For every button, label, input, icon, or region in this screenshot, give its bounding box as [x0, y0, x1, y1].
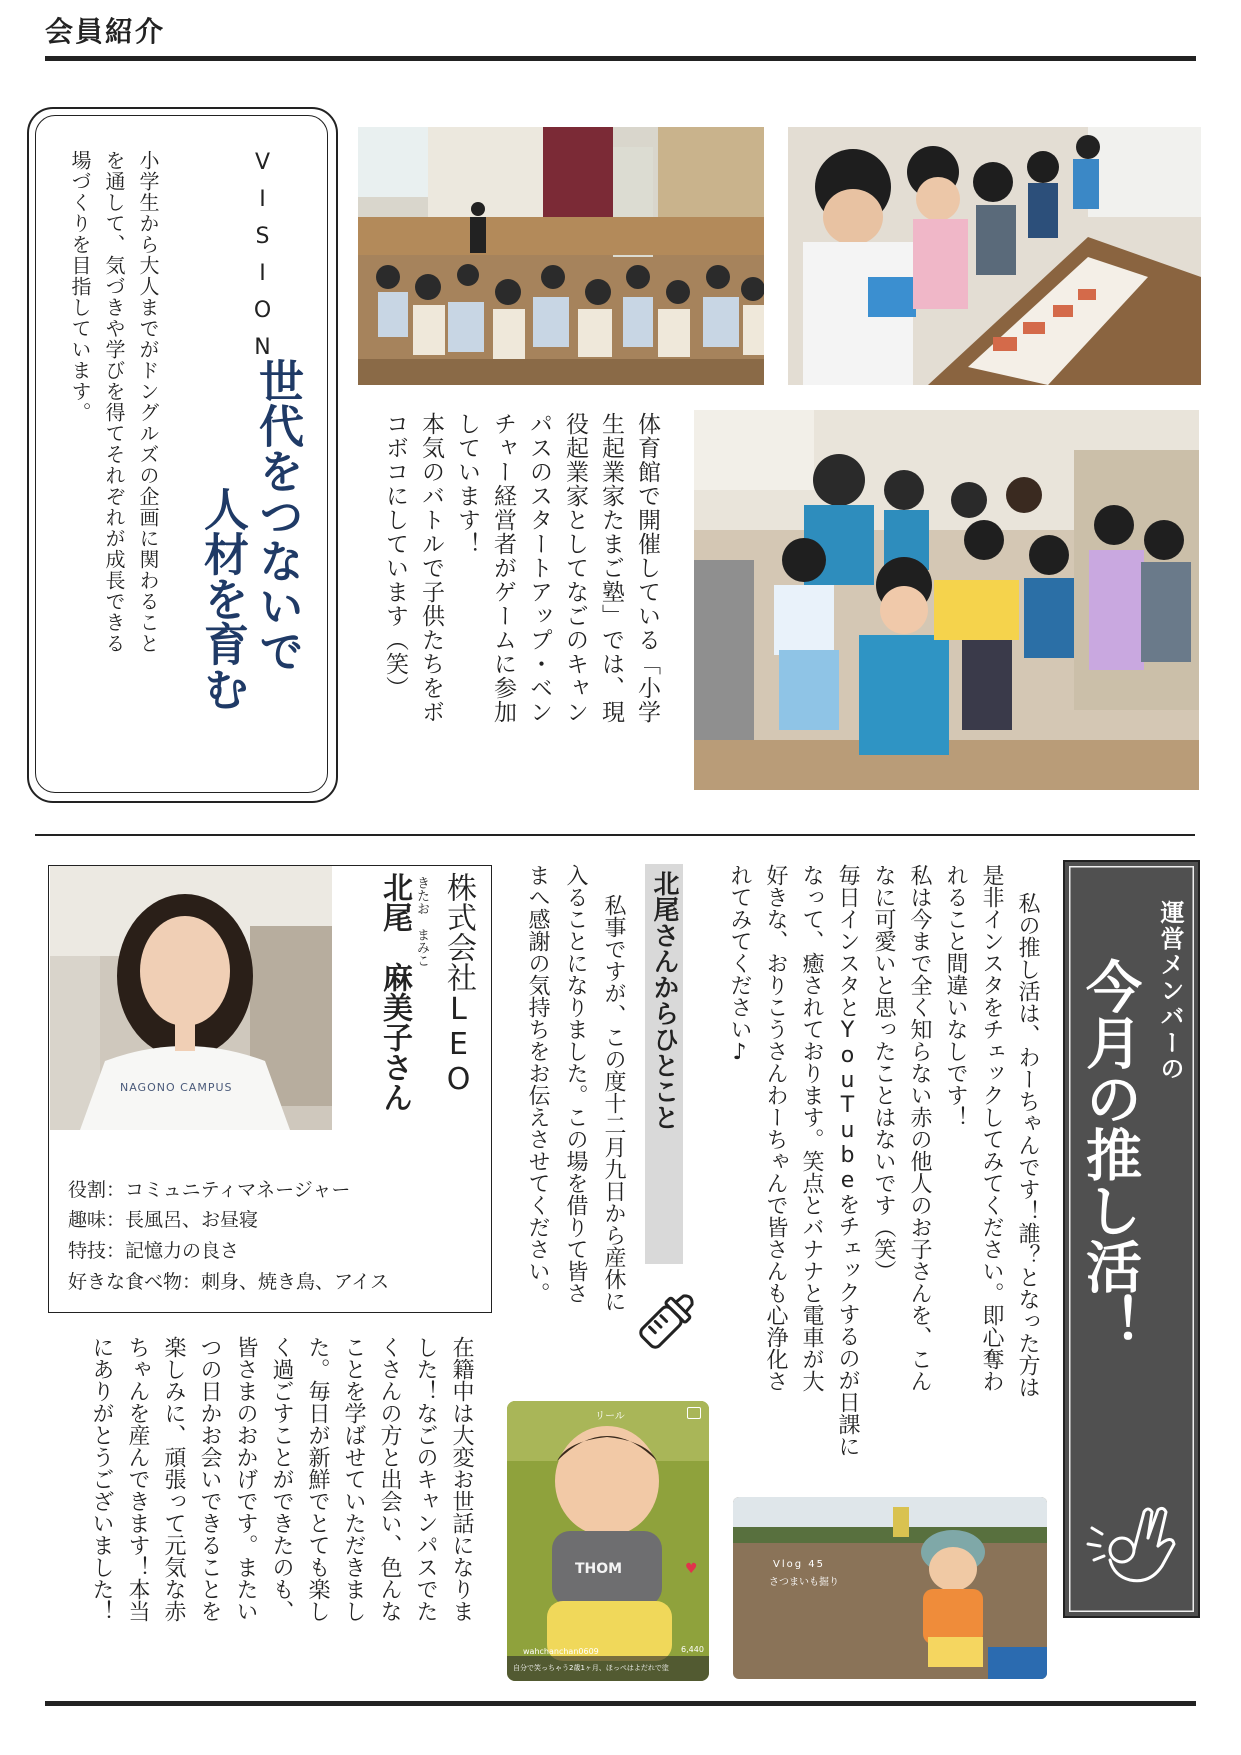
section-divider	[35, 834, 1195, 836]
event-text-2: 生起業家たまご塾」では、現	[598, 412, 624, 724]
profile-hobby: 趣味：長風呂、お昼寝	[68, 1209, 259, 1231]
profile-role: 役割：コミュニティマネージャー	[68, 1179, 351, 1201]
insta-username: wahchanchan0609	[523, 1647, 599, 1656]
footer-rule	[45, 1701, 1196, 1706]
card-game-photo	[788, 127, 1201, 385]
message-intro-3: まへ感謝の気持ちをお伝えさせてください。	[525, 864, 550, 1304]
message-body-9: 楽しみに、頑張って元気な赤	[161, 1336, 186, 1622]
vision-body-1: 小学生から大人までがドングルズの企画に関わること	[136, 150, 160, 654]
header-rule	[45, 56, 1196, 61]
vlog-photo	[733, 1497, 1047, 1679]
insta-header-label: リール	[595, 1411, 625, 1422]
camera-icon[interactable]	[687, 1407, 701, 1419]
baby-bottle-icon	[630, 1282, 706, 1358]
message-body-6: く過ごすことができたのも、	[269, 1336, 294, 1622]
insta-likes: 6,440	[681, 1645, 704, 1654]
insta-caption: 自分で笑っちゃう2歳1ヶ月、ほっぺはよだれで塗	[513, 1664, 669, 1672]
message-title: 北尾さんからひとこと	[649, 870, 679, 1130]
ok-hand-icon	[1080, 1488, 1180, 1588]
event-text-3: 役起業家としてなごのキャン	[562, 412, 588, 724]
insta-shirt-text: THOM	[575, 1561, 623, 1577]
heart-icon[interactable]: ♥	[685, 1561, 698, 1577]
message-body-11: にありがとうございました！	[89, 1336, 114, 1622]
message-body-4: ことを学ばせていただきまし	[341, 1336, 366, 1622]
oshi-text-8: 好きな、おりこうさんわーちゃんで皆さんも心浄化さ	[763, 864, 788, 1392]
event-text-1: 体育館で開催している「小学	[634, 412, 660, 724]
message-intro-2: 入ることになりました。この場を借りて皆さ	[563, 864, 588, 1304]
oshi-text-9: れてみてください♪	[727, 864, 752, 1065]
vision-label: VISION	[250, 150, 275, 372]
oshi-text-3: れること間違いなしです！	[943, 864, 968, 1128]
message-body-7: 皆さまのおかげです。またい	[233, 1336, 258, 1622]
oshi-text-6: 毎日インスタとYouTubeをチェックするのが日課に	[835, 864, 860, 1457]
vlog-label-1: Vlog 45	[773, 1559, 825, 1570]
event-text-6: しています！	[454, 412, 480, 556]
message-body-3: くさんの方と出会い、色んな	[377, 1336, 402, 1622]
vlog-label-2: さつまいも掘り	[769, 1577, 839, 1588]
page-title: 会員紹介	[45, 15, 166, 48]
vision-body-2: を通して、気づきや学びを得てそれぞれが成長できる	[102, 150, 126, 654]
message-intro-1: 私事ですが、この度十二月九日から産休に	[601, 894, 626, 1312]
profile-name: 北尾 麻美子さん	[377, 872, 412, 1112]
message-body-1: 在籍中は大変お世話になりま	[449, 1336, 474, 1622]
event-text-8: コボコにしています（笑）	[382, 412, 408, 700]
gym-event-photo	[358, 127, 764, 385]
oshi-text-7: なって、癒されております。笑点とバナナと電車が大	[799, 864, 824, 1392]
event-text-7: 本気のバトルで子供たちをボ	[418, 412, 444, 724]
profile-photo	[50, 866, 332, 1130]
profile-skill: 特技：記憶力の良さ	[68, 1240, 240, 1262]
profile-company: 株式会社LEO	[441, 872, 476, 1097]
group-photo	[694, 410, 1199, 790]
oshi-text-5: なに可愛いと思ったことはないです（笑）	[871, 864, 896, 1282]
event-text-4: パスのスタートアップ・ベン	[526, 412, 552, 724]
instagram-reel-screenshot	[507, 1401, 709, 1681]
profile-shirt-text: NAGONO CAMPUS	[120, 1081, 233, 1094]
oshi-text-1: 私の推し活は、わーちゃんです！誰？となった方は	[1015, 892, 1040, 1398]
message-body-2: した！なごのキャンパスでた	[413, 1336, 438, 1622]
profile-favorite-food: 好きな食べ物：刺身、焼き鳥、アイス	[68, 1271, 390, 1293]
oshi-text-4: 私は今まで全く知らない赤の他人のお子さんを、こん	[907, 864, 932, 1392]
message-body-10: ちゃんを産んできます！本当	[125, 1336, 150, 1622]
vision-headline-1: 世代をつないで	[251, 358, 304, 673]
message-body-8: つの日かお会いできることを	[197, 1336, 222, 1622]
profile-name-ruby: きたお まみこ	[414, 876, 429, 967]
oshi-big-title: 今月の推し活！	[1077, 958, 1143, 1350]
vision-body-3: 場づくりを目指しています。	[68, 150, 92, 423]
event-text-5: チャー経営者がゲームに参加	[490, 412, 516, 724]
oshi-text-2: 是非インスタをチェックしてみてください。即心奪わ	[979, 864, 1004, 1392]
vision-headline-2: 人材を育む	[196, 486, 249, 711]
message-body-5: た。毎日が新鮮でとても楽し	[305, 1336, 330, 1622]
oshi-small-title: 運営メンバーの	[1156, 900, 1184, 1082]
